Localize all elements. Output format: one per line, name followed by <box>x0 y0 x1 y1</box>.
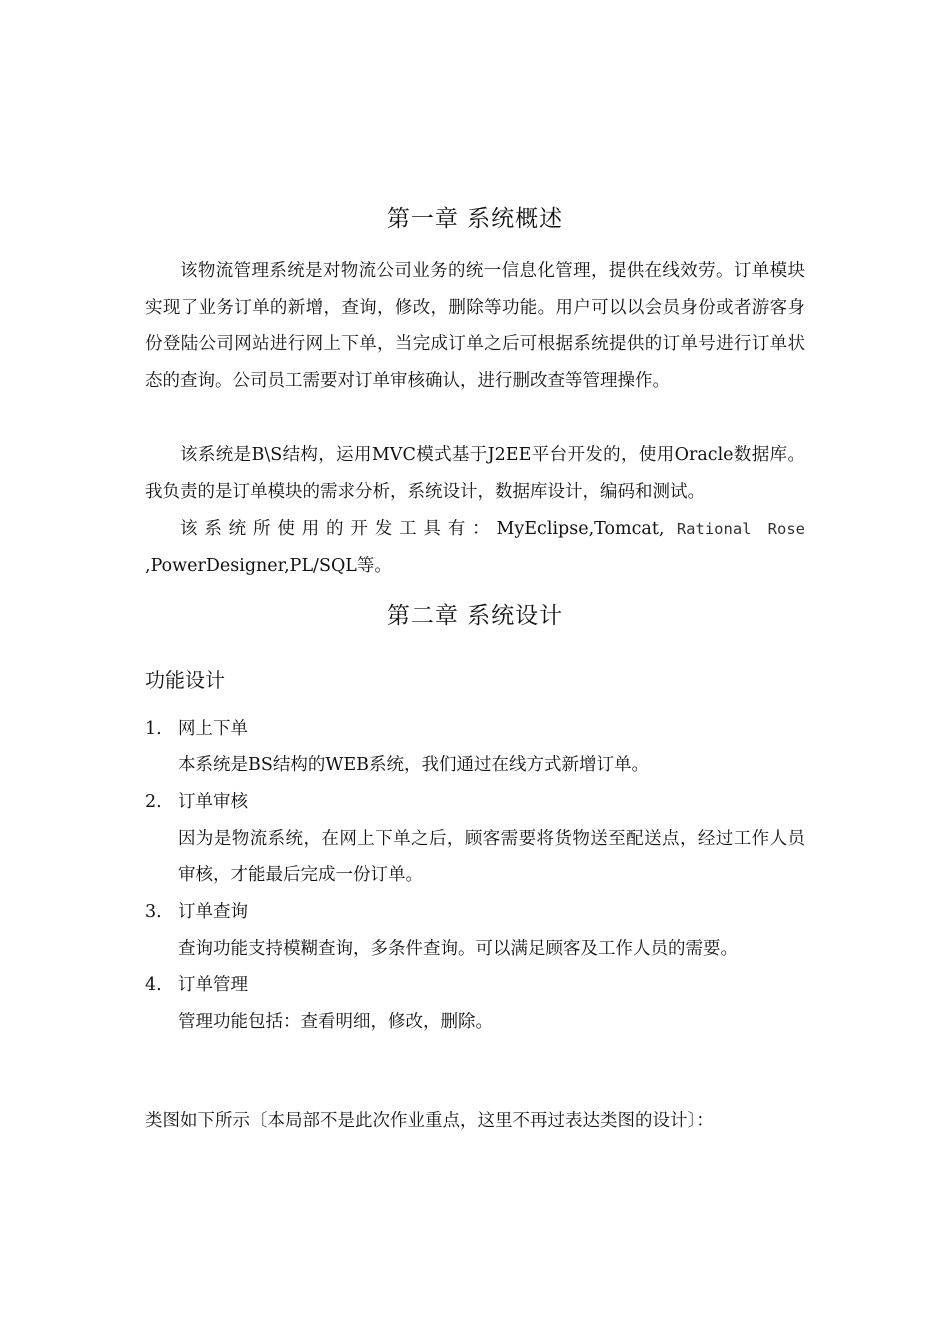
list-item-4-label: 订单管理 <box>178 975 248 995</box>
section-title-function-design: 功能设计 <box>145 668 225 692</box>
list-item-4-description: 管理功能包括：查看明细，修改，删除。 <box>178 1012 493 1032</box>
chapter-1-paragraph-1: 该物流管理系统是对物流公司业务的统一信息化管理，提供在线效劳。订单模块实现了业务订单的新增，查询，修改，删除等功能。用户可以以会员身份或者游客身份登陆公司网站进行网上下单，当完成订单之后可根据系统提供的订单号进行订单状态的查询。公司员工需要对订单审核确认，进行删改查等管理操作。 <box>145 261 805 391</box>
list-item-2-number: 2. <box>145 792 162 812</box>
list-item-2-label: 订单审核 <box>178 792 248 812</box>
chapter-1-paragraph-2: 该系统是B\S结构，运用MVC模式基于J2EE平台开发的，使用Oracle数据库。我负责的是订单模块的需求分析，系统设计，数据库设计，编码和测试。 <box>145 445 805 502</box>
list-item-1-description: 本系统是BS结构的WEB系统，我们通过在线方式新增订单。 <box>178 755 649 775</box>
list-item-4 <box>145 970 805 1000</box>
tools-text-suffix: ,PowerDesigner,PL/SQL等。 <box>145 555 392 576</box>
chapter-1-paragraph-3 <box>145 511 805 584</box>
class-diagram-note: 类图如下所示〔本局部不是此次作业重点，这里不再过表达类图的设计〕： <box>145 1111 714 1131</box>
list-item-3-label: 订单查询 <box>178 902 248 922</box>
list-item-1 <box>145 714 805 744</box>
list-item-1-label: 网上下单 <box>178 719 248 739</box>
list-item-2 <box>145 787 805 817</box>
list-item-3 <box>145 897 805 927</box>
list-item-3-description: 查询功能支持模糊查询，多条件查询。可以满足顾客及工作人员的需要。 <box>178 939 738 959</box>
list-item-1-number: 1. <box>145 719 162 739</box>
list-item-2-description: 因为是物流系统，在网上下单之后，顾客需要将货物送至配送点，经过工作人员审核，才能最后完成一份订单。 <box>178 829 805 885</box>
tools-text-rational-rose: Rational Rose <box>676 520 805 538</box>
tools-text-prefix: 该系统所使用的开发工具有：MyEclipse,Tomcat, <box>180 519 677 539</box>
chapter-2-title: 第二章 系统设计 <box>386 603 564 629</box>
list-item-4-number: 4. <box>145 975 162 995</box>
chapter-1-title: 第一章 系统概述 <box>386 206 564 232</box>
list-item-3-number: 3. <box>145 902 162 922</box>
